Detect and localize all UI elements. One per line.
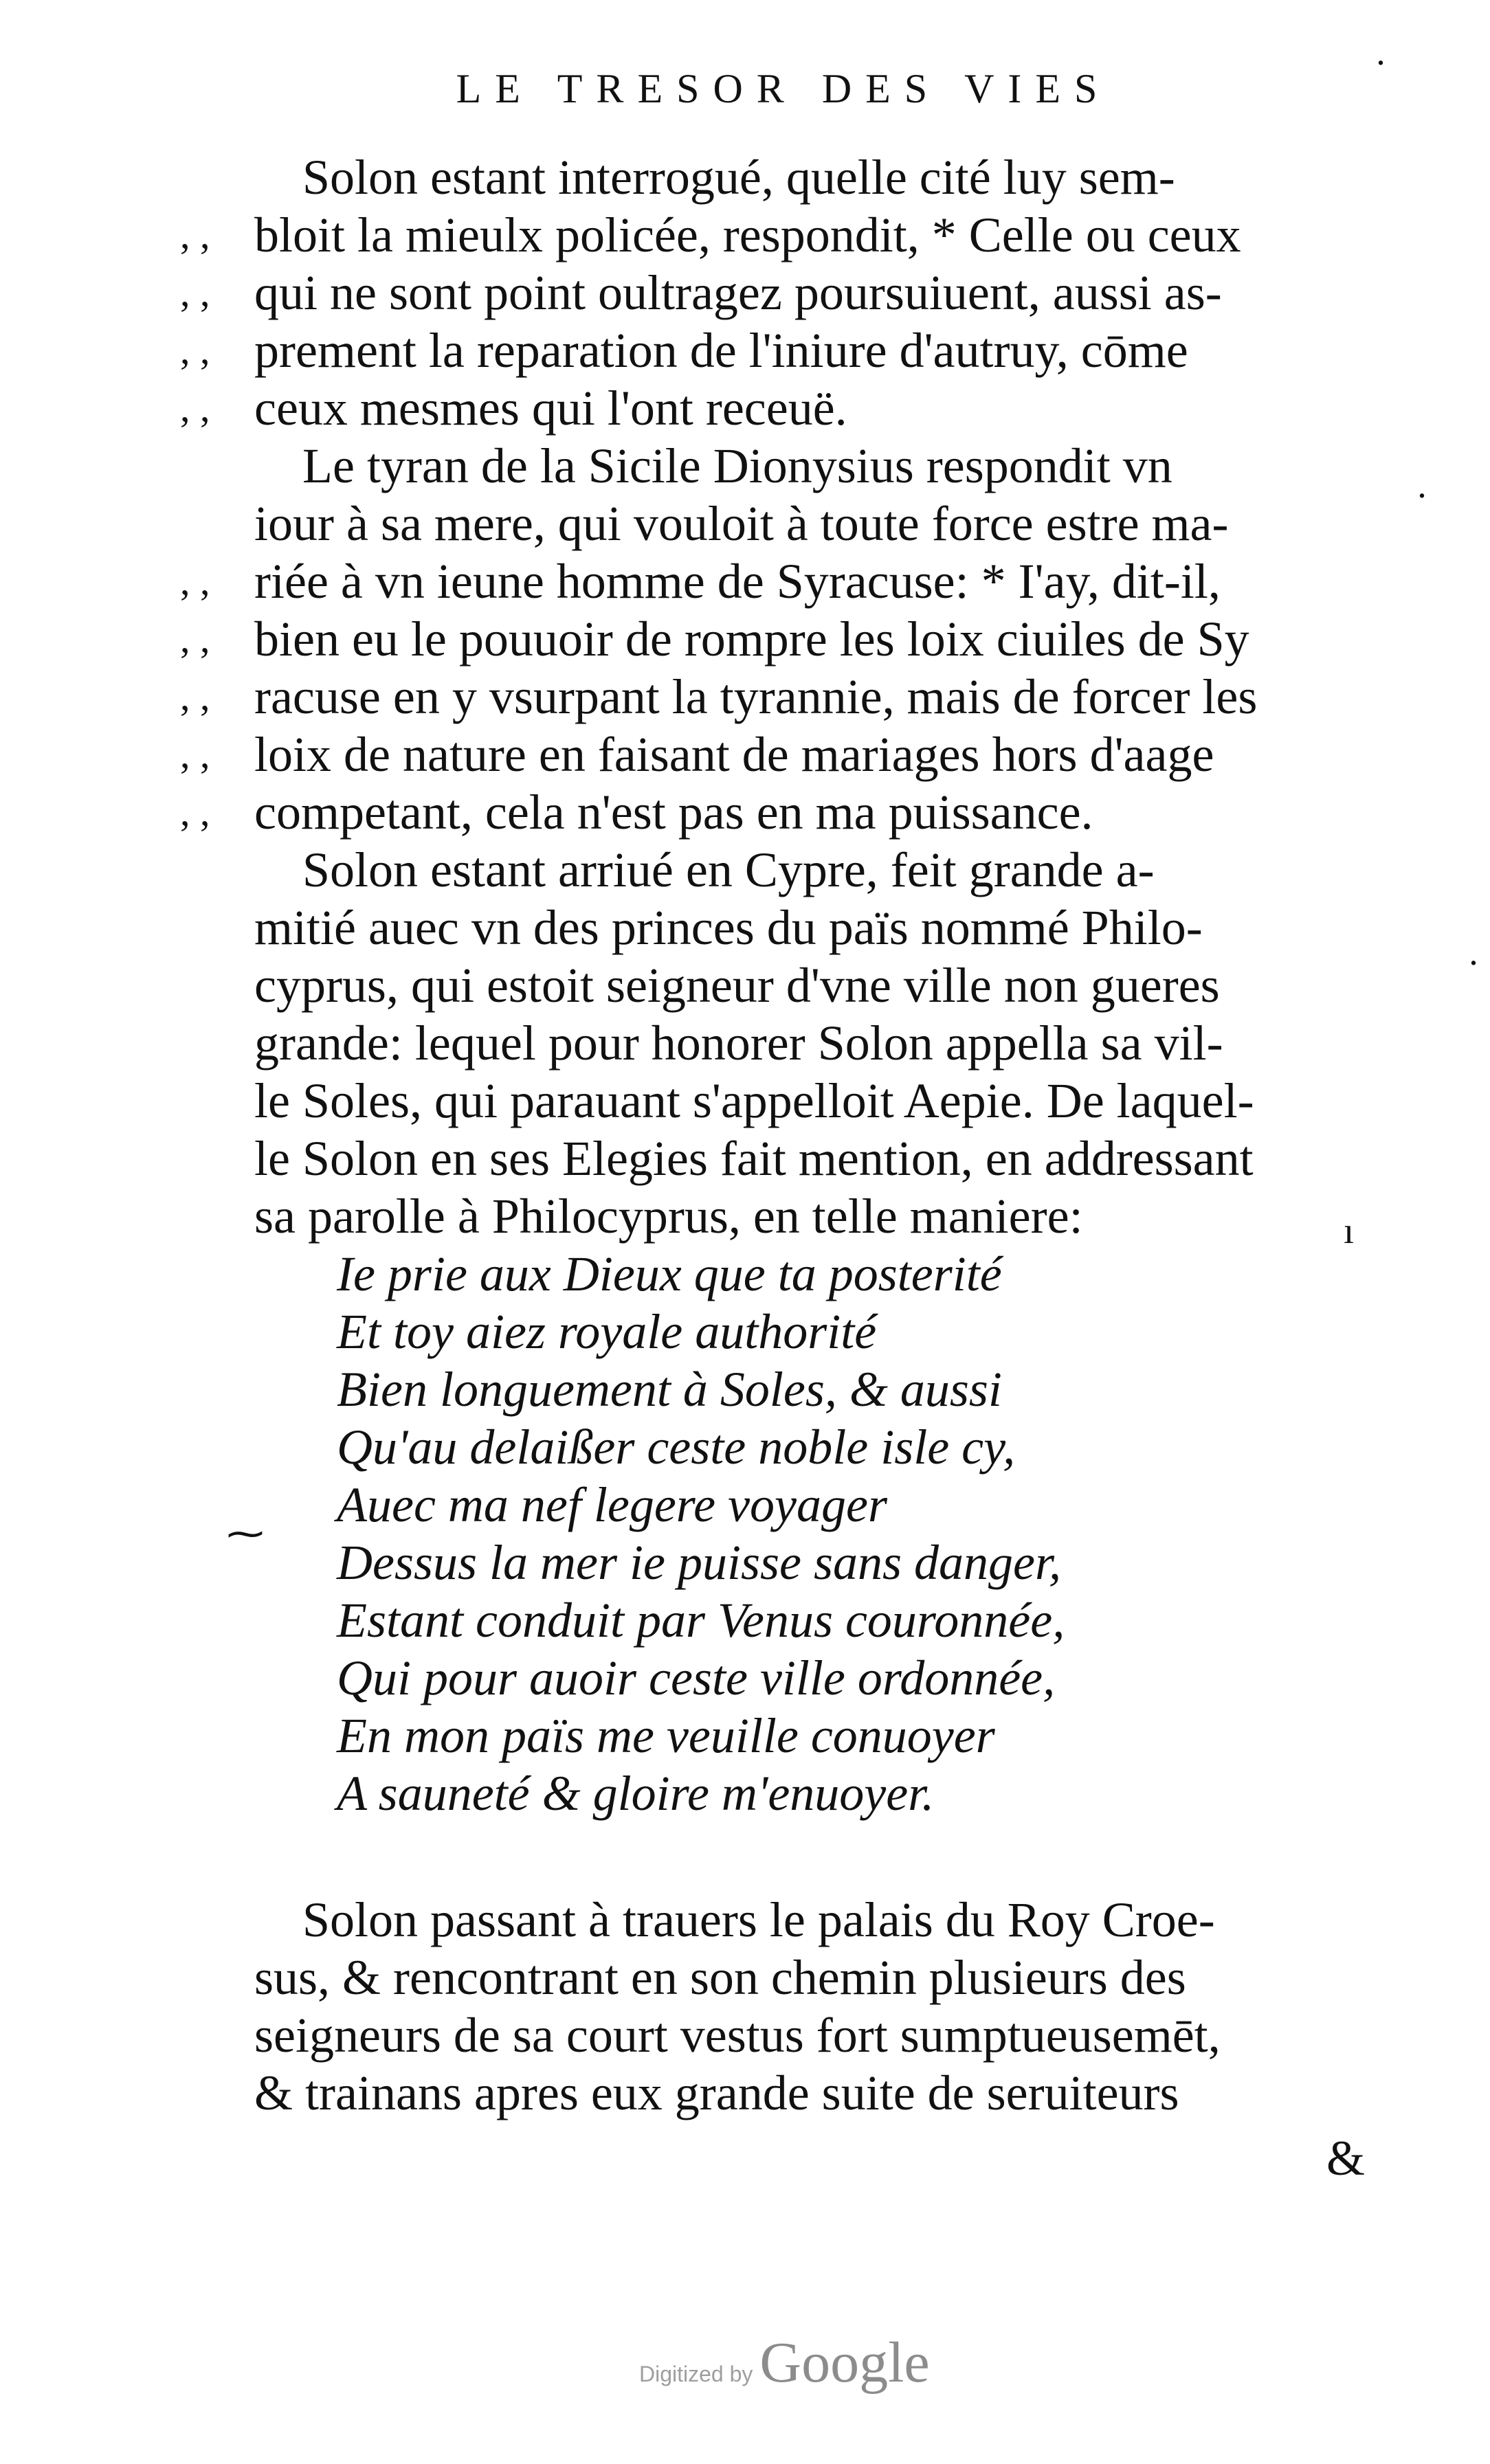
verse-line: Ie prie aux Dieux que ta posterité	[337, 1246, 1002, 1301]
text-line: le Solon en ses Elegies fait mention, en addressant	[254, 1131, 1254, 1186]
scan-speck: ı	[1344, 1210, 1355, 1251]
quote-mark: , ,	[180, 616, 210, 661]
verse-line: Auec ma nef legere voyager	[337, 1477, 887, 1532]
text-line: grande: lequel pour honorer Solon appella sa vil-	[254, 1016, 1223, 1071]
text-line: qui ne sont point oultragez poursuiuent, aussi as-	[254, 265, 1222, 320]
text-line: bien eu le pouuoir de rompre les loix ciuiles de Sy	[254, 612, 1249, 667]
quote-mark: , ,	[180, 212, 210, 257]
text-line: riée à vn ieune homme de Syracuse: * I'ay, dit-il,	[254, 554, 1221, 609]
verse-line: En mon païs me veuille conuoyer	[337, 1708, 995, 1763]
quote-mark: , ,	[180, 674, 210, 719]
text-line: Solon estant interrogué, quelle cité luy sem-	[302, 150, 1175, 205]
text-line: cyprus, qui estoit seigneur d'vne ville non gueres	[254, 958, 1220, 1013]
verse-line: Dessus la mer ie puisse sans danger,	[337, 1535, 1061, 1590]
watermark-prefix: Digitized by	[639, 2362, 753, 2386]
verse-line: Et toy aiez royale authorité	[337, 1304, 877, 1359]
text-line: le Soles, qui parauant s'appelloit Aepie. De laquel-	[254, 1073, 1254, 1128]
verse-line: Qui pour auoir ceste ville ordonnée,	[337, 1650, 1056, 1705]
quote-mark: , ,	[180, 385, 210, 430]
catchword: &	[1326, 2131, 1366, 2186]
quote-mark: , ,	[180, 559, 210, 603]
verse-line: Qu'au delaißer ceste noble isle cy,	[337, 1420, 1016, 1475]
digitized-watermark	[639, 2329, 969, 2396]
text-line: & trainans apres eux grande suite de seruiteurs	[254, 2065, 1179, 2120]
text-line: sus, & rencontrant en son chemin plusieurs des	[254, 1950, 1186, 2005]
text-line: mitié auec vn des princes du païs nommé Philo-	[254, 900, 1203, 955]
google-logo: Google	[759, 2331, 930, 2395]
scan-speck: ·	[1467, 942, 1480, 983]
quote-mark: , ,	[180, 789, 210, 834]
quote-mark: , ,	[180, 732, 210, 776]
quote-mark: , ,	[180, 328, 210, 372]
text-line: iour à sa mere, qui vouloit à toute force estre ma-	[254, 496, 1229, 551]
verse-line: A saunеté & gloire m'enuoyer.	[337, 1766, 935, 1821]
text-line: competant, cela n'est pas en ma puissance.	[254, 785, 1093, 840]
scan-speck: ·	[1416, 475, 1428, 516]
text-line: seigneurs de sa court vestus fort sumptueusemēt,	[254, 2008, 1221, 2063]
verse-line: Estant conduit par Venus couronnée,	[337, 1593, 1065, 1648]
text-line: Solon passant à trauers le palais du Roy Croe-	[302, 1892, 1215, 1947]
scan-speck: ·	[1375, 42, 1387, 83]
text-line: racuse en y vsurpant la tyrannie, mais de forcer les	[254, 669, 1258, 724]
text-line: Le tyran de la Sicile Dionysius respondit vn	[302, 438, 1172, 493]
running-title: LE TRESOR DES VIES	[456, 66, 1111, 111]
text-line: sa parolle à Philocyprus, en telle maniere:	[254, 1189, 1083, 1244]
text-line: Solon estant arriué en Cypre, feit grande a-	[302, 842, 1155, 897]
text-line: bloit la mieulx policée, respondit, * Celle ou ceux	[254, 208, 1241, 262]
quote-mark: , ,	[180, 270, 210, 315]
verse-line: Bien longuement à Soles, & aussi	[337, 1362, 1002, 1417]
text-line: ceux mesmes qui l'ont receuë.	[254, 381, 847, 436]
text-line: loix de nature en faisant de mariages hors d'aage	[254, 727, 1214, 782]
text-line: prement la reparation de l'iniure d'autruy, cōme	[254, 323, 1188, 378]
scan-speck: ⁓	[227, 1513, 264, 1554]
